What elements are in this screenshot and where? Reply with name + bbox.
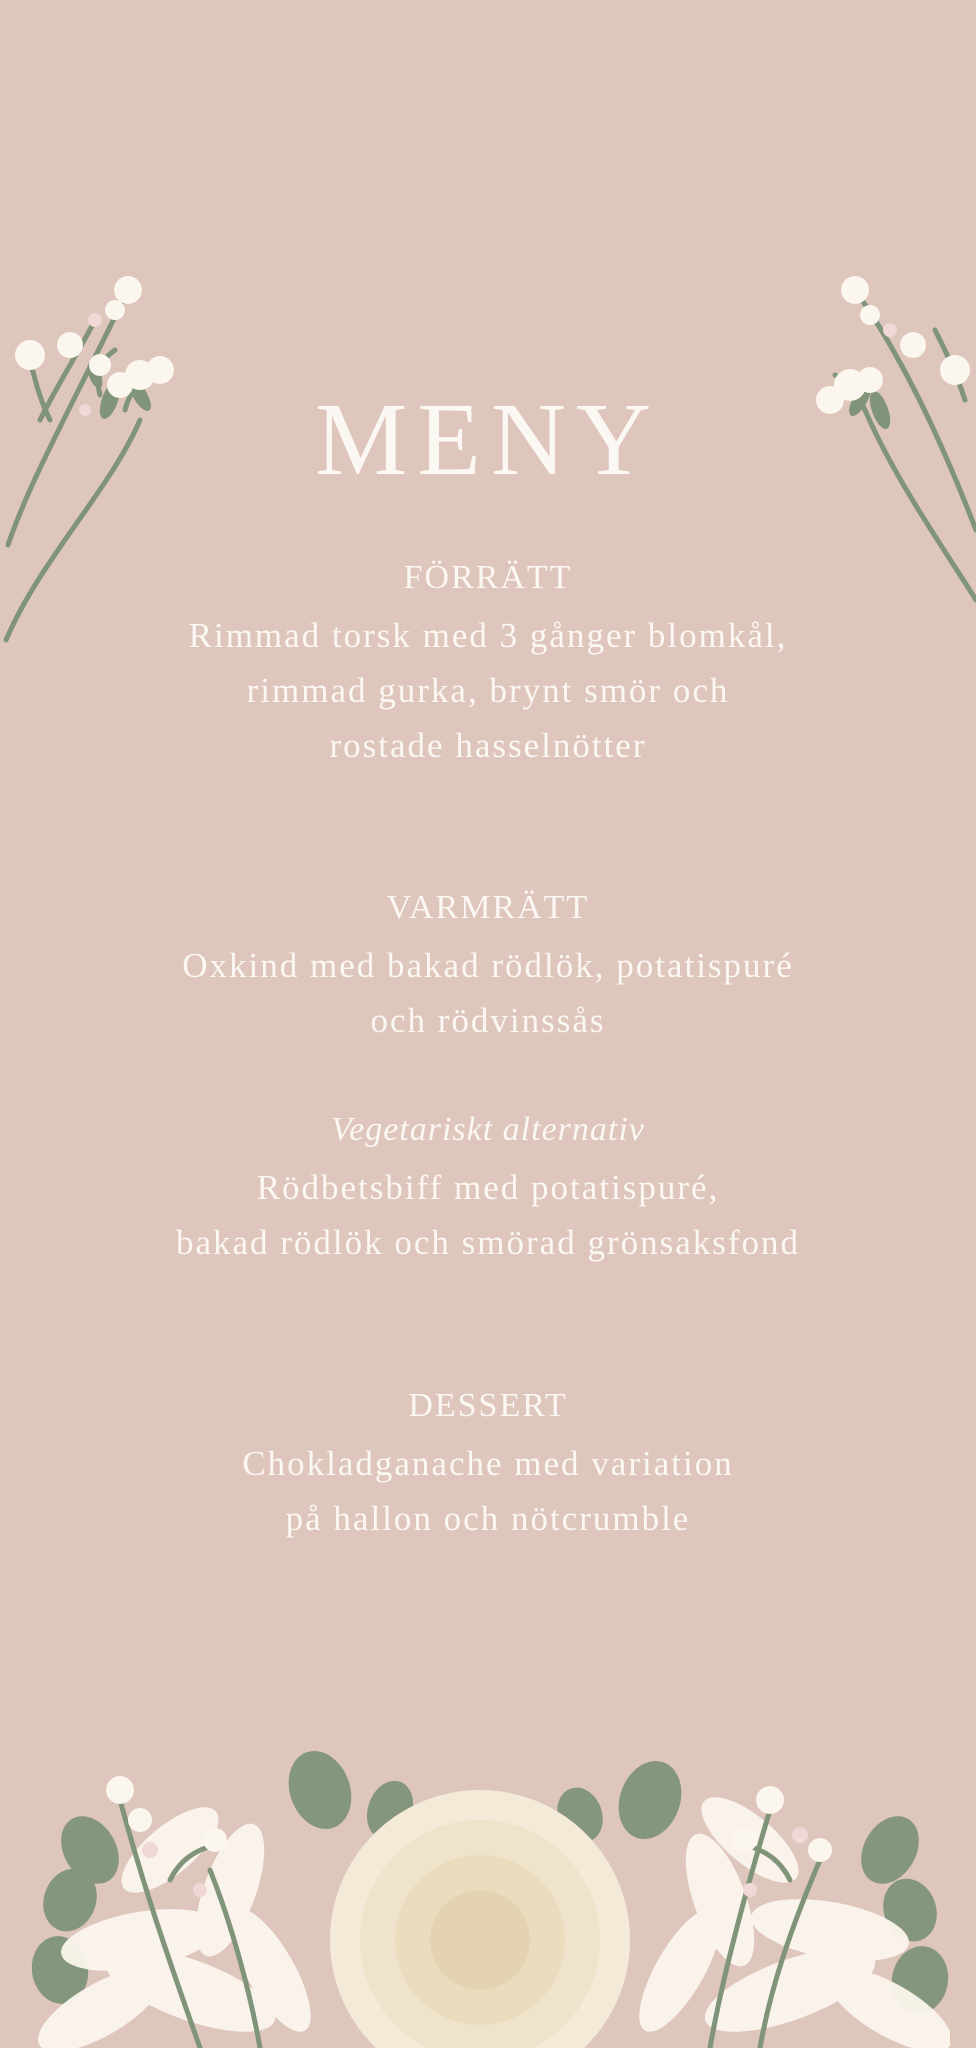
starter-section — [0, 556, 976, 773]
starter-line: rimmad gurka, brynt smör och — [246, 671, 730, 710]
main-course-line: Oxkind med bakad rödlök, potatispuré — [182, 946, 794, 985]
dessert-section — [0, 1384, 976, 1546]
bottom-flower-bouquet-icon — [30, 1740, 950, 2048]
vegetarian-heading: Vegetariskt alternativ — [331, 1111, 645, 1148]
starter-heading: FÖRRÄTT — [403, 559, 573, 596]
dessert-line: Chokladganache med variation — [242, 1444, 734, 1483]
menu-title: MENY — [314, 381, 662, 497]
vegetarian-line: Rödbetsbiff med potatispuré, — [256, 1168, 720, 1207]
starter-line: rostade hasselnötter — [329, 726, 647, 765]
vegetarian-line: bakad rödlök och smörad grönsaksfond — [175, 1223, 801, 1262]
dessert-line: på hallon och nötcrumble — [285, 1499, 691, 1538]
main-course-section — [0, 886, 976, 1048]
main-course-line: och rödvinssås — [370, 1001, 606, 1040]
starter-line: Rimmad torsk med 3 gånger blomkål, — [188, 616, 788, 655]
dessert-heading: DESSERT — [408, 1387, 568, 1424]
main-course-heading: VARMRÄTT — [386, 889, 590, 926]
vegetarian-section — [0, 1108, 976, 1270]
